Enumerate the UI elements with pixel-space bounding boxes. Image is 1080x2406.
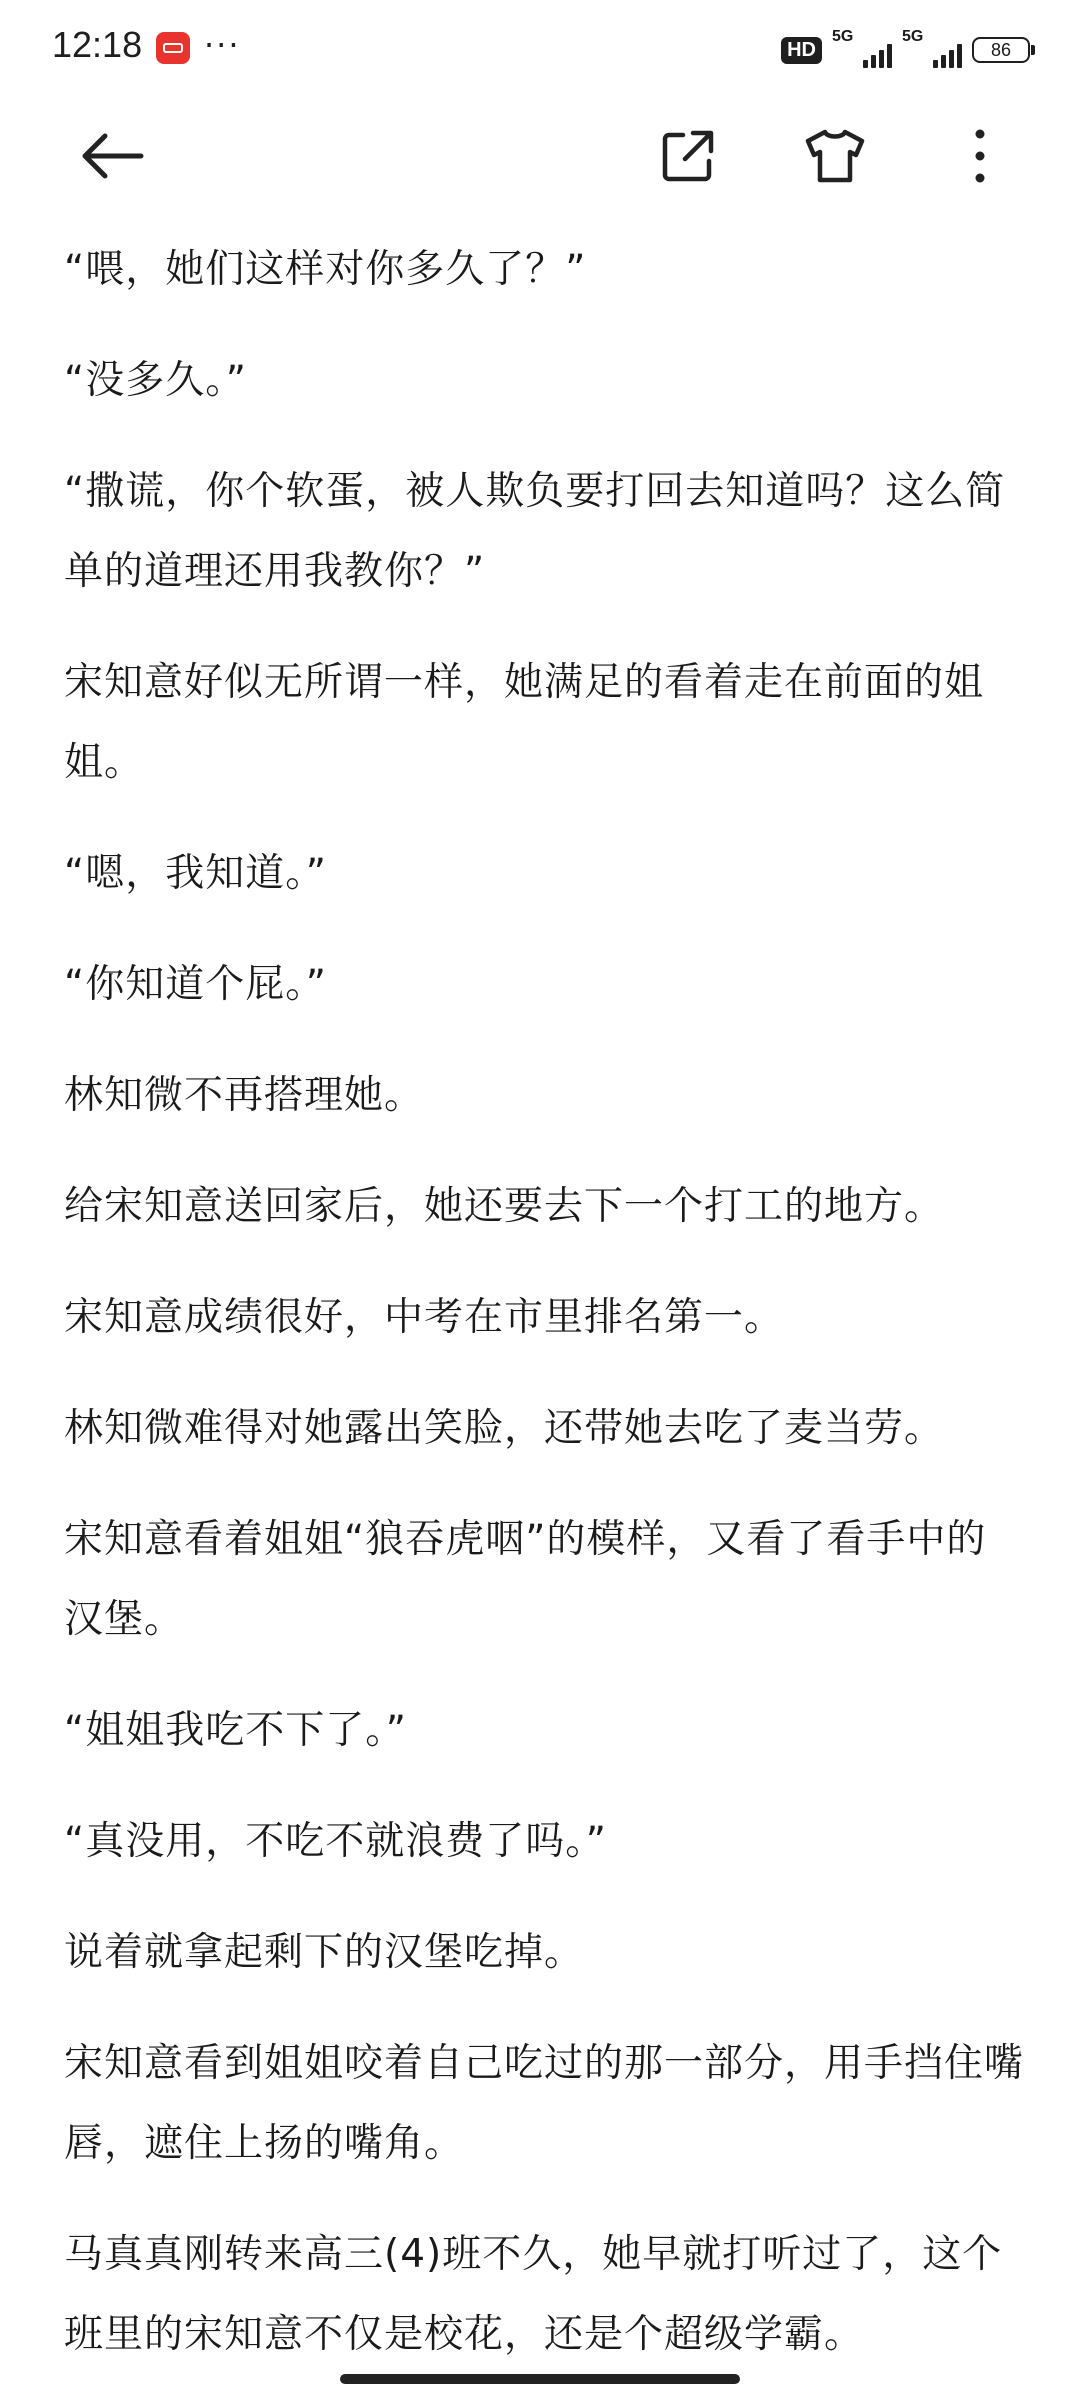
status-time: 12:18 — [52, 24, 143, 65]
sim1-signal-icon — [832, 28, 892, 68]
arrow-left-icon — [79, 132, 145, 180]
paragraph: “撒谎，你个软蛋，被人欺负要打回去知道吗？这么简单的道理还用我教你？” — [64, 469, 1006, 594]
back-button[interactable] — [76, 120, 148, 192]
status-indicators — [781, 30, 1030, 70]
paragraph: “喂，她们这样对你多久了？” — [64, 247, 587, 292]
hd-voice-icon: HD — [781, 37, 822, 64]
share-button[interactable] — [652, 120, 724, 192]
paragraph: 给宋知意送回家后，她还要去下一个打工的地方。 — [64, 1184, 945, 1229]
home-indicator[interactable] — [340, 2374, 740, 2384]
tshirt-icon — [804, 128, 866, 184]
paragraph: 说着就拿起剩下的汉堡吃掉。 — [64, 1930, 585, 1975]
reader-toolbar — [0, 100, 1080, 210]
battery-icon — [972, 37, 1030, 63]
paragraph: 宋知意好似无所谓一样，她满足的看着走在前面的姐姐。 — [64, 660, 985, 785]
paragraph: 林知微难得对她露出笑脸，还带她去吃了麦当劳。 — [64, 1406, 945, 1451]
paragraph: “没多久。” — [64, 358, 247, 403]
more-options-button[interactable] — [944, 120, 1016, 192]
theme-button[interactable] — [799, 120, 871, 192]
paragraph: “姐姐我吃不下了。” — [64, 1708, 407, 1753]
paragraph: 林知微不再搭理她。 — [64, 1073, 425, 1118]
paragraph: “真没用，不吃不就浪费了吗。” — [64, 1819, 607, 1864]
sim2-network-label: 5G — [902, 28, 924, 45]
more-notifications-icon: ··· — [204, 26, 241, 64]
battery-level: 86 — [990, 39, 1012, 60]
paragraph: “嗯，我知道。” — [64, 851, 327, 896]
sim1-network-label: 5G — [832, 28, 854, 45]
paragraph: 宋知意成绩很好，中考在市里排名第一。 — [64, 1295, 785, 1340]
more-vertical-icon — [972, 128, 988, 184]
paragraph: “你知道个屁。” — [64, 962, 327, 1007]
paragraph: 宋知意看着姐姐“狼吞虎咽”的模样，又看了看手中的汉堡。 — [64, 1517, 987, 1642]
external-link-icon — [659, 127, 717, 185]
chapter-content[interactable] — [64, 230, 1024, 2406]
status-bar — [0, 0, 1080, 96]
reader-app-icon — [156, 32, 190, 64]
paragraph: 宋知意看到姐姐咬着自己吃过的那一部分，用手挡住嘴唇，遮住上扬的嘴角。 — [64, 2041, 1025, 2166]
sim2-signal-icon — [902, 28, 962, 68]
paragraph: 马真真刚转来高三(4)班不久，她早就打听过了，这个班里的宋知意不仅是校花，还是个超级学霸。 — [64, 2232, 1003, 2357]
